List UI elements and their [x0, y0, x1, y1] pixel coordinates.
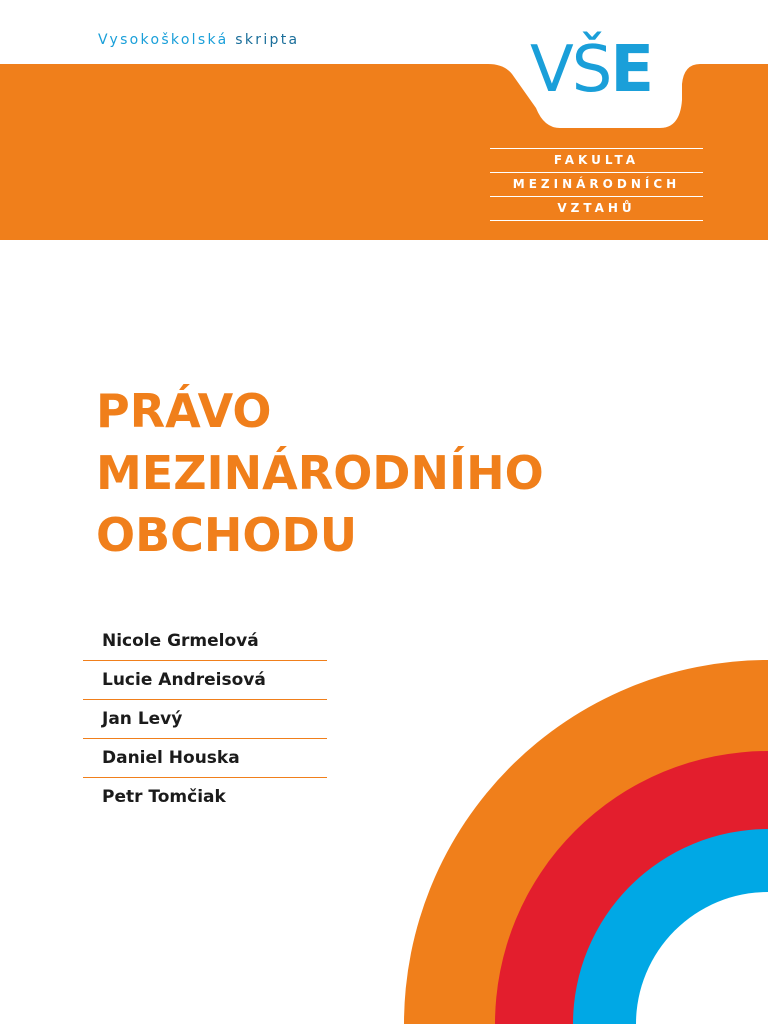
- logo-e: E: [610, 33, 653, 107]
- author-item: Jan Levý: [83, 700, 327, 739]
- author-item: Nicole Grmelová: [83, 622, 327, 661]
- faculty-line-3: VZTAHŮ: [557, 201, 636, 215]
- faculty-line-1: FAKULTA: [553, 153, 640, 167]
- logo-vs: VŠ: [530, 33, 611, 107]
- title-line-2: MEZINÁRODNÍHO: [96, 446, 544, 500]
- title-line-3: OBCHODU: [96, 508, 358, 562]
- author-item: Daniel Houska: [83, 739, 327, 778]
- series-word-2: skripta: [235, 32, 300, 48]
- faculty-line-2: MEZINÁRODNÍCH: [512, 177, 681, 191]
- author-item: Petr Tomčiak: [102, 787, 226, 807]
- series-word-1: Vysokoškolská: [98, 32, 229, 48]
- title-line-1: PRÁVO: [96, 384, 272, 438]
- author-item: Lucie Andreisová: [83, 661, 327, 700]
